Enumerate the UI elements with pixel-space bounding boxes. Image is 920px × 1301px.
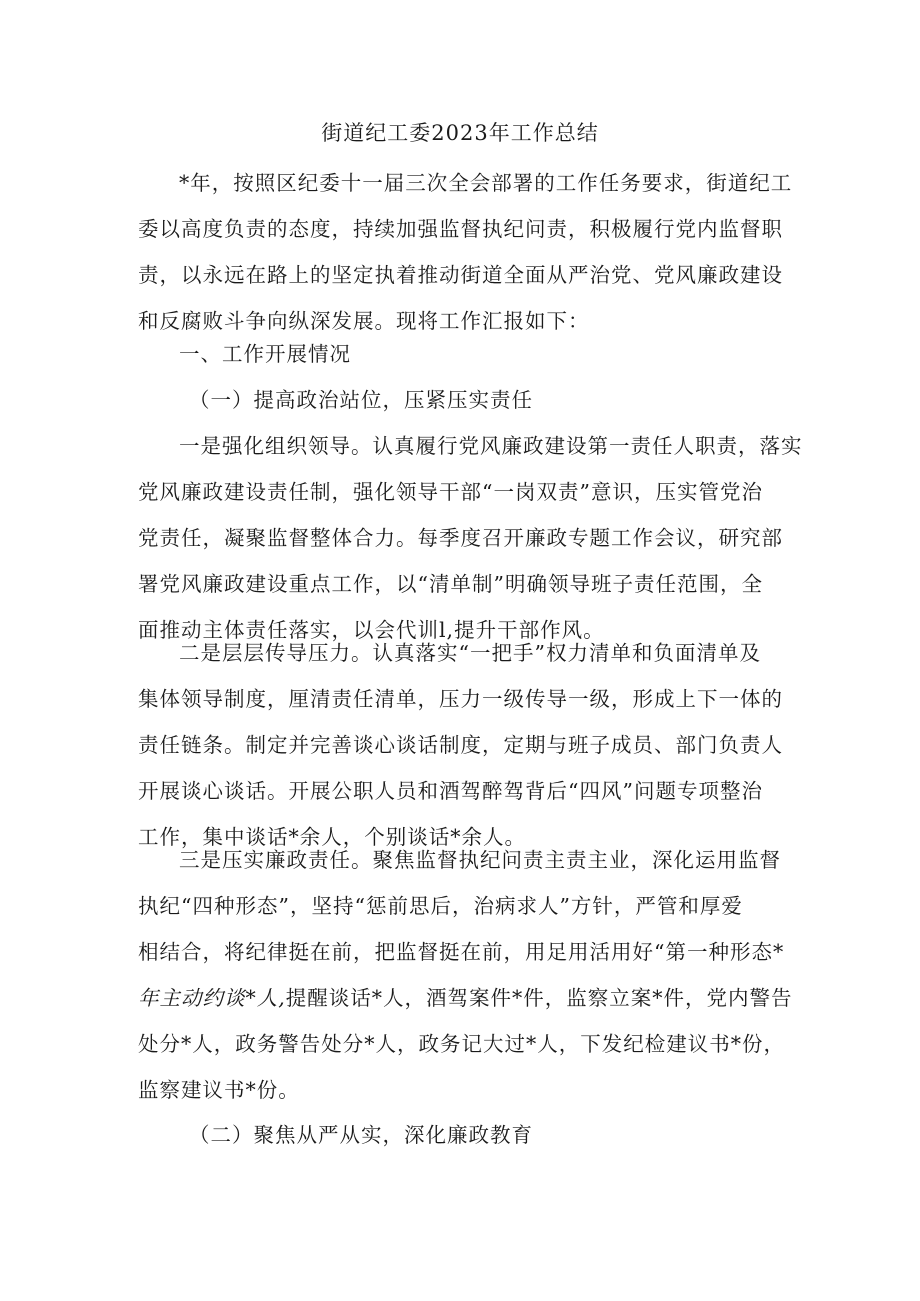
subsection-heading: （一）提高政治站位，压紧压实责任 xyxy=(189,388,533,412)
item-paragraph xyxy=(138,423,803,653)
text-line: 开展谈心谈话。开展公职人员和酒驾醉驾背后“四风”问题专项整治 xyxy=(138,779,763,803)
item-paragraph xyxy=(138,630,798,860)
text-line: 二是层层传导压力。认真落实“一把手”权力清单和负面清单及 xyxy=(179,641,761,665)
text-line: 集体领导制度，厘清责任清单，压力一级传导一级，形成上下一体的 xyxy=(138,687,783,711)
text-line: 责，以永远在路上的坚定执着推动街道全面从严治党、党风廉政建设 xyxy=(138,263,783,287)
text-line: 党风廉政建设责任制，强化领导干部“一岗双责”意识，压实管党治 xyxy=(138,480,763,504)
text-line: 党责任，凝聚监督整体合力。每季度召开廉政专题工作会议，研究部 xyxy=(138,526,783,550)
text-line: 面推动主体责任落实，以会代训l,提升干部作风。 xyxy=(138,618,605,642)
text-line: 委以高度负责的态度，持续加强监督执纪问责，积极履行党内监督职 xyxy=(138,217,783,241)
text-segment: 提醒谈话*人，酒驾案件*件，监察立案*件，党内警告 xyxy=(285,986,793,1010)
text-line: 监察建议书*份。 xyxy=(138,1078,300,1102)
subsection-heading: （二）聚焦从严从实，深化廉政教育 xyxy=(189,1123,533,1147)
item-paragraph xyxy=(138,837,798,1113)
document-title: 街道纪工委2023年工作总结 xyxy=(321,121,599,145)
text-line: 处分*人，政务警告处分*人，政务记大过*人，下发纪检建议书*份， xyxy=(138,1032,785,1056)
text-line: 相结合，将纪律挺在前，把监督挺在前，用足用活用好“第一种形态* xyxy=(138,940,785,964)
text-line: 署党风廉政建设重点工作，以“清单制”明确领导班子责任范围，全 xyxy=(138,572,763,596)
italic-text: 年主动约谈*人, xyxy=(138,986,286,1010)
text-line: 责任链条。制定并完善谈心谈话制度，定期与班子成员、部门负责人 xyxy=(138,733,783,757)
text-line: *年，按照区纪委十一届三次全会部署的工作任务要求，街道纪工 xyxy=(179,171,793,195)
text-line xyxy=(138,975,798,1021)
text-line: 一是强化组织领导。认真履行党风廉政建设第一责任人职责，落实 xyxy=(179,434,803,458)
text-line: 工作，集中谈话*余人，个别谈话*余人。 xyxy=(138,825,526,849)
intro-paragraph xyxy=(138,160,798,344)
section-heading: 一、工作开展情况 xyxy=(179,342,351,366)
text-line: 和反腐败斗争向纵深发展。现将工作汇报如下： xyxy=(138,309,590,333)
text-line: 三是压实廉政责任。聚焦监督执纪问责主责主业，深化运用监督 xyxy=(179,848,781,872)
text-line: 执纪“四种形态”，坚持“惩前思后，治病求人”方针，严管和厚爱 xyxy=(138,894,743,918)
